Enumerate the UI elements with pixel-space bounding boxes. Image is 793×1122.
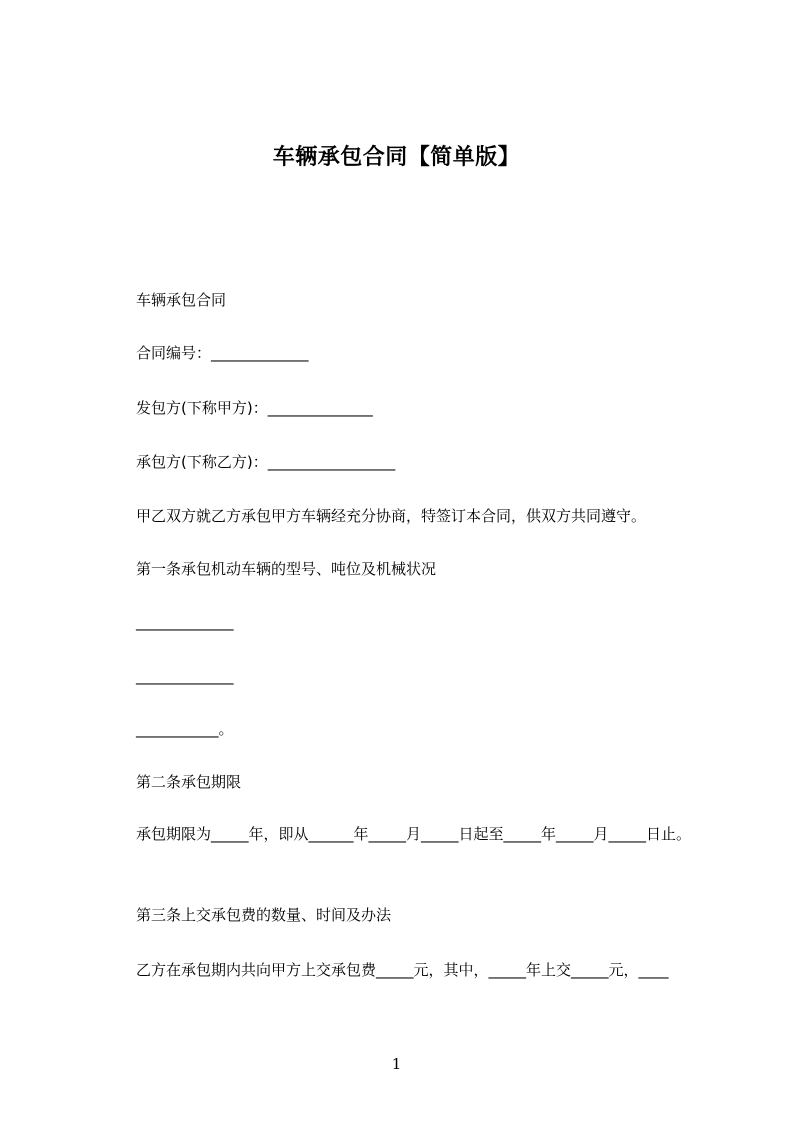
fee-paragraph: 乙方在承包期内共向甲方上交承包费_____元，其中，_____年上交_____元，____ <box>136 961 669 979</box>
blank-line: _____________ <box>136 613 234 631</box>
page-number: 1 <box>391 1055 402 1073</box>
blank-line: ___________。 <box>136 720 234 738</box>
contract-heading: 车辆承包合同 <box>136 291 227 309</box>
party-a-line: 发包方(下称甲方)：______________ <box>136 399 373 417</box>
contract-number-line: 合同编号：_____________ <box>136 344 309 362</box>
article-2-heading: 第二条承包期限 <box>136 773 242 791</box>
article-3-heading: 第三条上交承包费的数量、时间及办法 <box>136 906 392 924</box>
party-b-line: 承包方(下称乙方)：_________________ <box>136 453 396 471</box>
document-title: 车辆承包合同【简单版】 <box>272 145 521 170</box>
term-paragraph: 承包期限为_____年，即从______年_____月_____日起至_____年_____月_____日止。 <box>136 825 692 843</box>
blank-line: _____________ <box>136 667 234 685</box>
article-1-heading: 第一条承包机动车辆的型号、吨位及机械状况 <box>136 560 437 578</box>
preamble-paragraph: 甲乙双方就乙方承包甲方车辆经充分协商，特签订本合同，供双方共同遵守。 <box>136 507 647 525</box>
